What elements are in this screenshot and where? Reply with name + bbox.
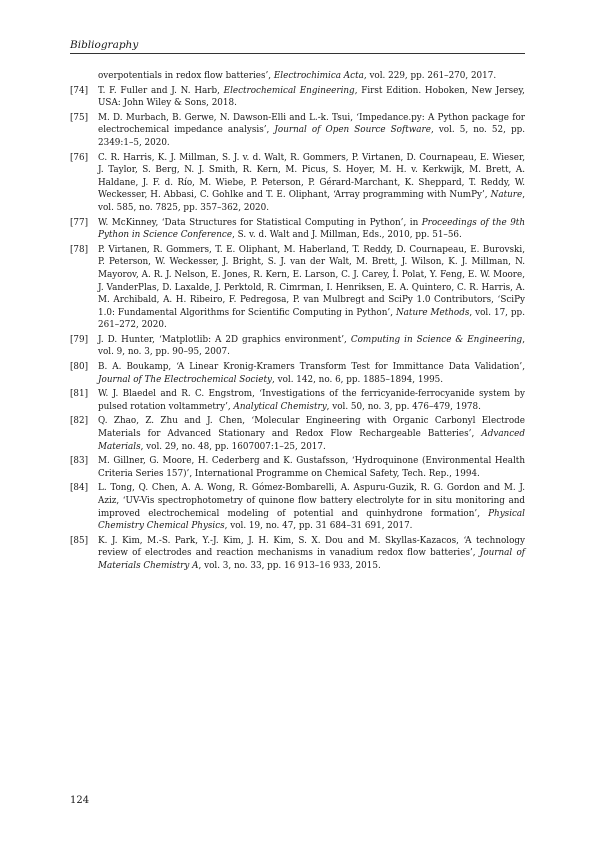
reference-venue: Journal of Materials Chemistry A [98, 548, 525, 571]
reference-entry [70, 244, 525, 332]
reference-text [98, 71, 496, 81]
reference-text-segment: P. Virtanen, R. Gommers, T. E. Oliphant, M. Haberland, T. Reddy, D. Cournapeau, E. Burovski, P. Peterson, W. Weckesser, J. Bright, S. J. van der Walt, M. Brett, J. Wilson, K. J. Millman, N. Mayorov, A. R. J. Nelson, E. Jones, R. Kern, E. Larson, C. J. Carey, İ. Polat, Y. Feng, E. W. Moore, J. VanderPlas, D. Laxalde, J. Perktold, R. Cimrman, I. Henriksen, E. A. Quintero, C. R. Harris, A. M. Archibald, A. H. Ribeiro, F. Pedregosa, P. van Mulbregt and SciPy 1.0 Contributors, ‘SciPy 1.0: Fundamental Algorithms for Scientific Computing in Python’, [98, 244, 525, 318]
reference-text-segment: , vol. 229, pp. 261–270, 2017. [363, 71, 497, 81]
reference-number: [74] [70, 85, 89, 96]
reference-text-segment: , vol. 5, no. 52, pp. 2349:1–5, 2020. [98, 125, 525, 148]
reference-venue: Journal of The Electrochemical Society [98, 374, 273, 385]
reference-number: [78] [70, 244, 89, 255]
reference-text [98, 456, 525, 479]
reference-entry [70, 455, 525, 480]
reference-text-segment: C. R. Harris, K. J. Millman, S. J. v. d. Walt, R. Gommers, P. Virtanen, D. Cournapeau, E. Wieser, J. Taylor, S. Berg, N. J. Smith, R. Kern, M. Picus, S. Hoyer, M. H. v. Kerkwijk, M. Brett, A. Haldane, J. F. d. Río, M. Wiebe, P. Peterson, P. Gérard-Marchant, K. Sheppard, T. Reddy, W. Weckesser, H. Abbasi, C. Gohlke and T. E. Oliphant, ‘Array programming with NumPy’, [98, 152, 525, 201]
reference-text-segment: , First Edition. Hoboken, New Jersey, USA: John Wiley & Sons, 2018. [98, 85, 525, 109]
reference-text [98, 153, 525, 213]
reference-text-segment: , vol. 50, no. 3, pp. 476–479, 1978. [326, 401, 481, 412]
reference-number: [76] [70, 152, 89, 163]
reference-list [70, 70, 525, 575]
reference-number: [80] [70, 362, 89, 373]
reference-text [98, 245, 525, 331]
reference-number: [79] [70, 334, 89, 345]
reference-text-segment: , vol. 9, no. 3, pp. 90–95, 2007. [98, 334, 525, 358]
reference-entry [70, 482, 525, 532]
reference-entry [70, 361, 525, 386]
reference-venue: Advanced Materials [98, 429, 525, 452]
reference-text [98, 389, 525, 412]
reference-number: [85] [70, 535, 89, 546]
reference-entry [70, 152, 525, 215]
header-title: Bibliography [70, 39, 139, 51]
reference-text-segment: , vol. 19, no. 47, pp. 31 684–31 691, 2017. [224, 521, 413, 532]
reference-text-segment: K. J. Kim, M.-S. Park, Y.-J. Kim, J. H. Kim, S. X. Dou and M. Skyllas-Kazacos, ‘A technology review of electrodes and reaction mechanisms in vanadium redox flow batteries’, [98, 535, 525, 559]
reference-number: [83] [70, 456, 89, 467]
reference-text [98, 113, 525, 148]
reference-entry [70, 112, 525, 150]
reference-venue: Analytical Chemistry [233, 401, 327, 412]
reference-number: [77] [70, 217, 89, 228]
reference-number: [75] [70, 112, 89, 123]
reference-venue: Computing in Science & Engineering [350, 334, 523, 345]
reference-venue: Proceedings of the 9th Python in Science Conference [98, 217, 525, 241]
reference-text-segment: , vol. 17, pp. 261–272, 2020. [98, 307, 525, 331]
reference-venue: Electrochimica Acta [273, 71, 364, 81]
reference-text [98, 483, 525, 531]
reference-text-segment: T. F. Fuller and J. N. Harb, [98, 85, 224, 96]
reference-text-segment: overpotentials in redox flow batteries’, [98, 71, 274, 81]
reference-text-segment: L. Tong, Q. Chen, A. A. Wong, R. Gómez-Bombarelli, A. Aspuru-Guzik, R. G. Gordon and M. J. Aziz, ‘UV-Vis spectrophotometry of quinone flow battery electrolyte for in situ monitoring and improved electrochemical modeling of potential and quinhydrone formation’, [98, 483, 525, 519]
reference-number: [82] [70, 416, 89, 427]
reference-number: [84] [70, 483, 89, 494]
reference-number: [81] [70, 389, 89, 400]
running-header [70, 37, 525, 54]
reference-venue: Physical Chemistry Chemical Physics [98, 508, 525, 532]
reference-venue: Electrochemical Engineering [223, 85, 355, 96]
reference-entry [70, 217, 525, 242]
page-number: 124 [70, 795, 90, 806]
reference-text-segment: Q. Zhao, Z. Zhu and J. Chen, ‘Molecular Engineering with Organic Carbonyl Electrode Materials for Advanced Stationary and Redox Flow Rechargeable Batteries’, [98, 416, 525, 440]
reference-venue: Journal of Open Source Software [274, 125, 431, 136]
reference-text [98, 416, 525, 451]
reference-text-segment: , S. v. d. Walt and J. Millman, Eds., 2010, pp. 51–56. [232, 230, 462, 241]
reference-text-segment: , vol. 3, no. 33, pp. 16 913–16 933, 2015. [198, 560, 381, 571]
reference-text [98, 218, 525, 241]
reference-venue: Nature Methods [395, 307, 470, 318]
reference-entry [70, 70, 525, 83]
reference-entry [70, 334, 525, 359]
reference-text-segment: , vol. 29, no. 48, pp. 1607007:1–25, 2017. [140, 441, 326, 452]
reference-text-segment: , vol. 585, no. 7825, pp. 357–362, 2020. [98, 190, 525, 213]
reference-text-segment: W. J. Blaedel and R. C. Engstrom, ‘Investigations of the ferricyanide-ferrocyanide system by pulsed rotation voltammetry’, [98, 389, 525, 412]
reference-text [98, 536, 525, 571]
reference-text-segment: W. McKinney, ‘Data Structures for Statistical Computing in Python’, in [98, 217, 422, 228]
reference-text-segment: M. D. Murbach, B. Gerwe, N. Dawson-Elli and L.-k. Tsui, ‘Impedance.py: A Python package for electrochemical impedance analysis’, [98, 112, 525, 136]
reference-entry [70, 415, 525, 453]
reference-text [98, 86, 525, 109]
reference-text [98, 335, 525, 358]
reference-venue: Nature [490, 190, 523, 201]
reference-text-segment: M. Gillner, G. Moore, H. Cederberg and K. Gustafsson, ‘Hydroquinone (Environmental Health Criteria Series 157)’, International Programme on Chemical Safety, Tech. Rep., 1994. [98, 456, 525, 479]
reference-entry [70, 535, 525, 573]
reference-text-segment: , vol. 142, no. 6, pp. 1885–1894, 1995. [272, 374, 444, 385]
reference-entry [70, 388, 525, 413]
reference-text-segment: J. D. Hunter, ‘Matplotlib: A 2D graphics environment’, [98, 334, 351, 345]
reference-entry [70, 85, 525, 110]
reference-text-segment: B. A. Boukamp, ‘A Linear Kronig-Kramers Transform Test for Immittance Data Validation’, [98, 362, 525, 373]
reference-text [98, 362, 525, 385]
